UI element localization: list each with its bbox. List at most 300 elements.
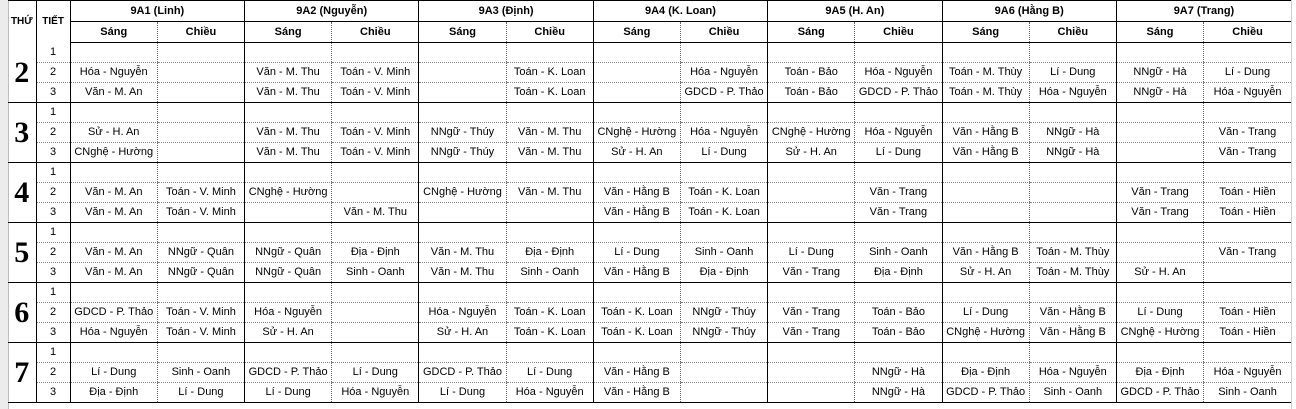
timetable-cell[interactable]: Địa - Định <box>855 263 942 283</box>
timetable-cell[interactable] <box>1029 163 1116 183</box>
timetable-cell[interactable]: Văn - M. An <box>70 243 157 263</box>
timetable-cell[interactable] <box>157 43 244 63</box>
timetable-cell[interactable] <box>1116 343 1203 363</box>
timetable-cell[interactable]: Hóa - Nguyễn <box>1204 363 1291 383</box>
timetable-cell[interactable]: CNghệ - Hường <box>593 123 680 143</box>
timetable-cell[interactable] <box>332 303 419 323</box>
timetable-cell[interactable]: Văn - M. Thu <box>245 123 332 143</box>
period-number[interactable]: 2 <box>36 303 70 323</box>
timetable-cell[interactable] <box>245 203 332 223</box>
timetable-cell[interactable]: Sử - H. An <box>419 323 506 343</box>
session-header-chieu[interactable]: Chiều <box>1029 22 1116 43</box>
period-number[interactable]: 3 <box>36 143 70 163</box>
timetable-cell[interactable]: Lí - Dung <box>1029 63 1116 83</box>
timetable-cell[interactable]: CNghệ - Hường <box>245 183 332 203</box>
timetable-cell[interactable] <box>768 283 855 303</box>
timetable-cell[interactable] <box>1116 243 1203 263</box>
day-label[interactable]: 2 <box>8 43 36 103</box>
timetable-cell[interactable]: Toán - Bảo <box>768 83 855 103</box>
period-number[interactable]: 3 <box>36 323 70 343</box>
timetable-cell[interactable]: Hóa - Nguyễn <box>506 383 593 403</box>
timetable-cell[interactable]: Sinh - Oanh <box>157 363 244 383</box>
timetable-cell[interactable]: Lí - Dung <box>593 243 680 263</box>
timetable-cell[interactable] <box>245 43 332 63</box>
timetable-cell[interactable]: Văn - Hằng B <box>593 383 680 403</box>
timetable-cell[interactable] <box>506 103 593 123</box>
timetable-cell[interactable] <box>593 343 680 363</box>
timetable-cell[interactable]: Lí - Dung <box>855 143 942 163</box>
timetable-cell[interactable] <box>506 223 593 243</box>
timetable-cell[interactable]: Văn - M. Thu <box>506 183 593 203</box>
timetable-cell[interactable] <box>419 43 506 63</box>
day-label[interactable]: 7 <box>8 343 36 403</box>
timetable-cell[interactable]: Hóa - Nguyễn <box>855 63 942 83</box>
session-header-sang[interactable]: Sáng <box>1116 22 1203 43</box>
period-number[interactable]: 2 <box>36 243 70 263</box>
header-row-sessions <box>8 22 1291 43</box>
timetable-cell[interactable]: Toán - Hiền <box>1204 303 1291 323</box>
timetable-cell[interactable] <box>768 203 855 223</box>
timetable-cell[interactable] <box>157 343 244 363</box>
timetable-cell[interactable]: Địa - Định <box>680 263 767 283</box>
timetable-cell[interactable] <box>768 163 855 183</box>
day-label[interactable]: 4 <box>8 163 36 223</box>
period-number[interactable]: 3 <box>36 203 70 223</box>
period-number[interactable]: 1 <box>36 343 70 363</box>
session-header-sang[interactable]: Sáng <box>593 22 680 43</box>
timetable-cell[interactable]: NNgữ - Thúy <box>680 303 767 323</box>
timetable-cell[interactable]: Toán - Hiền <box>1204 323 1291 343</box>
timetable-cell[interactable] <box>1116 103 1203 123</box>
timetable-cell[interactable]: Hóa - Nguyễn <box>680 63 767 83</box>
timetable-cell[interactable] <box>855 223 942 243</box>
timetable-cell[interactable] <box>942 203 1029 223</box>
timetable-cell[interactable] <box>593 63 680 83</box>
period-number[interactable]: 3 <box>36 83 70 103</box>
timetable-cell[interactable]: Lí - Dung <box>768 243 855 263</box>
timetable-cell[interactable] <box>332 343 419 363</box>
timetable-cell[interactable] <box>768 183 855 203</box>
timetable-cell[interactable] <box>680 43 767 63</box>
timetable-cell[interactable] <box>506 283 593 303</box>
timetable-cell[interactable]: Lí - Dung <box>942 303 1029 323</box>
timetable-cell[interactable] <box>855 103 942 123</box>
timetable-cell[interactable]: Toán - K. Loan <box>506 63 593 83</box>
timetable-cell[interactable]: Văn - M. An <box>70 203 157 223</box>
timetable-cell[interactable] <box>157 223 244 243</box>
timetable-cell[interactable]: NNgữ - Quân <box>245 243 332 263</box>
timetable-cell[interactable] <box>593 103 680 123</box>
timetable-cell[interactable]: Toán - Bảo <box>855 323 942 343</box>
timetable-cell[interactable] <box>332 183 419 203</box>
timetable-cell[interactable]: Văn - M. An <box>70 263 157 283</box>
timetable-cell[interactable]: CNghệ - Hường <box>419 183 506 203</box>
timetable-cell[interactable]: Văn - Hằng B <box>593 363 680 383</box>
timetable-cell[interactable]: NNgữ - Hà <box>855 363 942 383</box>
timetable-cell[interactable]: Sử - H. An <box>245 323 332 343</box>
timetable-cell[interactable]: Sinh - Oanh <box>1029 383 1116 403</box>
timetable-cell[interactable] <box>680 163 767 183</box>
timetable-cell[interactable] <box>1029 223 1116 243</box>
timetable-cell[interactable] <box>1029 343 1116 363</box>
timetable-cell[interactable] <box>942 223 1029 243</box>
timetable-cell[interactable]: Văn - M. An <box>70 83 157 103</box>
timetable-cell[interactable]: Sinh - Oanh <box>1204 383 1291 403</box>
timetable-cell[interactable] <box>419 63 506 83</box>
timetable-cell[interactable]: Sinh - Oanh <box>680 243 767 263</box>
timetable-cell[interactable] <box>70 103 157 123</box>
timetable-cell[interactable] <box>855 43 942 63</box>
timetable-cell[interactable]: Toán - V. Minh <box>157 183 244 203</box>
timetable-cell[interactable] <box>332 283 419 303</box>
timetable-cell[interactable] <box>680 103 767 123</box>
period-number[interactable]: 1 <box>36 283 70 303</box>
timetable-cell[interactable] <box>332 103 419 123</box>
timetable-cell[interactable]: Văn - M. Thu <box>245 83 332 103</box>
timetable-cell[interactable]: Toán - V. Minh <box>332 143 419 163</box>
timetable-cell[interactable]: Văn - Trang <box>1204 143 1291 163</box>
timetable-cell[interactable] <box>245 103 332 123</box>
timetable-cell[interactable]: NNgữ - Thúy <box>419 123 506 143</box>
timetable-cell[interactable]: Toán - V. Minh <box>157 203 244 223</box>
period-number[interactable]: 2 <box>36 123 70 143</box>
timetable-cell[interactable]: Văn - Trang <box>855 183 942 203</box>
timetable-cell[interactable] <box>855 163 942 183</box>
timetable-cell[interactable]: Văn - Hằng B <box>593 263 680 283</box>
timetable-cell[interactable] <box>157 83 244 103</box>
timetable-cell[interactable]: NNgữ - Hà <box>1029 143 1116 163</box>
timetable-cell[interactable]: GDCD - P. Thảo <box>942 383 1029 403</box>
period-number[interactable]: 1 <box>36 103 70 123</box>
timetable-cell[interactable] <box>70 343 157 363</box>
timetable-cell[interactable]: Sử - H. An <box>768 143 855 163</box>
timetable-cell[interactable] <box>1204 43 1291 63</box>
class-header-9a5[interactable]: 9A5 (H. An) <box>768 1 942 22</box>
timetable-cell[interactable]: Địa - Định <box>942 363 1029 383</box>
timetable-cell[interactable]: NNgữ - Quân <box>157 243 244 263</box>
timetable-cell[interactable]: Toán - V. Minh <box>157 303 244 323</box>
timetable-cell[interactable]: Văn - M. Thu <box>245 63 332 83</box>
timetable-cell[interactable] <box>768 103 855 123</box>
timetable-cell[interactable]: NNgữ - Quân <box>157 263 244 283</box>
timetable-cell[interactable]: Toán - K. Loan <box>506 323 593 343</box>
timetable-cell[interactable] <box>593 43 680 63</box>
timetable-cell[interactable] <box>1116 283 1203 303</box>
timetable-cell[interactable]: Văn - M. Thu <box>506 143 593 163</box>
timetable-cell[interactable]: NNgữ - Hà <box>1116 63 1203 83</box>
timetable-cell[interactable]: Toán - K. Loan <box>593 323 680 343</box>
timetable-cell[interactable]: Hóa - Nguyễn <box>245 303 332 323</box>
timetable-cell[interactable]: GDCD - P. Thảo <box>855 83 942 103</box>
timetable-cell[interactable]: Văn - Hằng B <box>1029 303 1116 323</box>
timetable-cell[interactable]: Toán - K. Loan <box>593 303 680 323</box>
timetable-cell[interactable]: Văn - M. Thu <box>245 143 332 163</box>
timetable-cell[interactable]: Sinh - Oanh <box>855 243 942 263</box>
day-label[interactable]: 6 <box>8 283 36 343</box>
timetable-cell[interactable]: Hóa - Nguyễn <box>332 383 419 403</box>
timetable-cell[interactable]: Toán - V. Minh <box>332 123 419 143</box>
timetable-cell[interactable]: GDCD - P. Thảo <box>245 363 332 383</box>
timetable-cell[interactable]: Văn - Trang <box>1204 243 1291 263</box>
class-header-9a2[interactable]: 9A2 (Nguyễn) <box>245 1 419 22</box>
timetable-cell[interactable] <box>1029 103 1116 123</box>
timetable-cell[interactable] <box>245 343 332 363</box>
timetable-cell[interactable]: Văn - Trang <box>768 323 855 343</box>
timetable-cell[interactable] <box>768 363 855 383</box>
timetable-cell[interactable] <box>768 343 855 363</box>
timetable-cell[interactable]: Toán - Hiền <box>1204 183 1291 203</box>
timetable-cell[interactable]: CNghệ - Hường <box>942 323 1029 343</box>
timetable-cell[interactable]: Lí - Dung <box>680 143 767 163</box>
session-header-chieu[interactable]: Chiều <box>506 22 593 43</box>
timetable-cell[interactable] <box>1204 223 1291 243</box>
timetable-cell[interactable]: Toán - Bảo <box>768 63 855 83</box>
timetable-cell[interactable]: Lí - Dung <box>157 383 244 403</box>
timetable-cell[interactable]: Văn - Hằng B <box>942 243 1029 263</box>
timetable-cell[interactable] <box>1204 103 1291 123</box>
timetable-cell[interactable]: Địa - Định <box>506 243 593 263</box>
timetable-cell[interactable]: Địa - Định <box>1116 363 1203 383</box>
timetable-cell[interactable]: Hóa - Nguyễn <box>1204 83 1291 103</box>
timetable-cell[interactable]: Toán - M. Thùy <box>1029 263 1116 283</box>
timetable-cell[interactable]: GDCD - P. Thảo <box>419 363 506 383</box>
timetable-cell[interactable] <box>680 343 767 363</box>
timetable-cell[interactable]: Lí - Dung <box>1116 303 1203 323</box>
timetable-cell[interactable]: Văn - M. An <box>70 183 157 203</box>
timetable-cell[interactable] <box>1116 223 1203 243</box>
timetable-cell[interactable] <box>419 163 506 183</box>
timetable-cell[interactable]: GDCD - P. Thảo <box>70 303 157 323</box>
timetable-cell[interactable] <box>680 383 767 403</box>
timetable-cell[interactable]: NNgữ - Thúy <box>680 323 767 343</box>
timetable-cell[interactable]: GDCD - P. Thảo <box>1116 383 1203 403</box>
timetable-cell[interactable]: CNghệ - Hường <box>1116 323 1203 343</box>
timetable-cell[interactable] <box>1116 163 1203 183</box>
timetable-cell[interactable] <box>419 203 506 223</box>
timetable-cell[interactable]: Văn - Hằng B <box>942 143 1029 163</box>
timetable-cell[interactable]: Sinh - Oanh <box>332 263 419 283</box>
timetable-cell[interactable]: Toán - M. Thùy <box>942 63 1029 83</box>
timetable-cell[interactable] <box>506 43 593 63</box>
timetable-cell[interactable] <box>419 103 506 123</box>
timetable-cell[interactable]: Địa - Định <box>70 383 157 403</box>
timetable-cell[interactable]: Sinh - Oanh <box>506 263 593 283</box>
timetable-cell[interactable] <box>1029 43 1116 63</box>
header-tiet[interactable]: TIẾT <box>36 1 70 43</box>
timetable-cell[interactable] <box>680 363 767 383</box>
timetable-cell[interactable] <box>942 43 1029 63</box>
timetable-cell[interactable] <box>157 143 244 163</box>
timetable-cell[interactable] <box>70 283 157 303</box>
timetable-cell[interactable]: Sử - H. An <box>593 143 680 163</box>
timetable-cell[interactable]: Hóa - Nguyễn <box>680 123 767 143</box>
timetable-cell[interactable]: Toán - M. Thùy <box>942 83 1029 103</box>
timetable-cell[interactable]: Toán - K. Loan <box>680 183 767 203</box>
timetable-cell[interactable] <box>593 83 680 103</box>
session-header-sang[interactable]: Sáng <box>245 22 332 43</box>
timetable-cell[interactable]: Văn - M. Thu <box>332 203 419 223</box>
timetable-cell[interactable] <box>157 283 244 303</box>
timetable-cell[interactable]: Văn - Trang <box>768 263 855 283</box>
timetable-cell[interactable] <box>245 283 332 303</box>
timetable-cell[interactable]: Sử - H. An <box>70 123 157 143</box>
timetable-cell[interactable]: Văn - Hằng B <box>942 123 1029 143</box>
timetable-cell[interactable]: Hóa - Nguyễn <box>855 123 942 143</box>
timetable-cell[interactable]: Toán - Bảo <box>855 303 942 323</box>
timetable-cell[interactable]: Toán - Hiền <box>1204 203 1291 223</box>
timetable-cell[interactable]: Sử - H. An <box>942 263 1029 283</box>
timetable-cell[interactable] <box>157 123 244 143</box>
timetable-cell[interactable]: Văn - M. Thu <box>419 243 506 263</box>
period-number[interactable]: 2 <box>36 63 70 83</box>
timetable-cell[interactable]: NNgữ - Hà <box>855 383 942 403</box>
session-header-chieu[interactable]: Chiều <box>855 22 942 43</box>
timetable-cell[interactable]: Lí - Dung <box>70 363 157 383</box>
timetable-cell[interactable] <box>506 343 593 363</box>
timetable-cell[interactable]: Lí - Dung <box>245 383 332 403</box>
timetable-cell[interactable]: Lí - Dung <box>419 383 506 403</box>
timetable-cell[interactable]: Toán - K. Loan <box>506 303 593 323</box>
timetable-cell[interactable]: Toán - V. Minh <box>157 323 244 343</box>
period-number[interactable]: 1 <box>36 163 70 183</box>
period-number[interactable]: 1 <box>36 43 70 63</box>
timetable-cell[interactable] <box>1116 43 1203 63</box>
class-header-9a7[interactable]: 9A7 (Trang) <box>1116 1 1291 22</box>
timetable-cell[interactable]: Toán - K. Loan <box>680 203 767 223</box>
timetable-cell[interactable] <box>768 43 855 63</box>
timetable-cell[interactable] <box>332 223 419 243</box>
timetable-cell[interactable]: Địa - Định <box>332 243 419 263</box>
timetable-cell[interactable]: CNghệ - Hường <box>768 123 855 143</box>
session-header-sang[interactable]: Sáng <box>768 22 855 43</box>
timetable-cell[interactable] <box>70 223 157 243</box>
timetable-cell[interactable]: Văn - Trang <box>768 303 855 323</box>
timetable-cell[interactable] <box>245 163 332 183</box>
timetable-cell[interactable]: Văn - M. Thu <box>506 123 593 143</box>
timetable-cell[interactable]: Toán - K. Loan <box>506 83 593 103</box>
timetable-cell[interactable] <box>593 283 680 303</box>
timetable-cell[interactable] <box>768 223 855 243</box>
timetable-cell[interactable] <box>680 223 767 243</box>
timetable-cell[interactable] <box>942 183 1029 203</box>
timetable-cell[interactable] <box>1204 163 1291 183</box>
timetable-cell[interactable] <box>1029 183 1116 203</box>
timetable-cell[interactable] <box>419 83 506 103</box>
timetable-cell[interactable] <box>419 283 506 303</box>
timetable-cell[interactable]: Hóa - Nguyễn <box>70 323 157 343</box>
class-header-9a1[interactable]: 9A1 (Linh) <box>70 1 244 22</box>
timetable-cell[interactable] <box>1204 343 1291 363</box>
timetable-cell[interactable]: Văn - Trang <box>1204 123 1291 143</box>
period-number[interactable]: 2 <box>36 363 70 383</box>
timetable-cell[interactable]: Hóa - Nguyễn <box>1029 363 1116 383</box>
session-header-chieu[interactable]: Chiều <box>680 22 767 43</box>
timetable-cell[interactable] <box>332 43 419 63</box>
timetable-cell[interactable]: Toán - M. Thùy <box>1029 243 1116 263</box>
timetable-cell[interactable]: Hóa - Nguyễn <box>419 303 506 323</box>
timetable-cell[interactable] <box>593 163 680 183</box>
timetable-cell[interactable]: Lí - Dung <box>1204 63 1291 83</box>
timetable-cell[interactable]: NNgữ - Thúy <box>419 143 506 163</box>
timetable-cell[interactable] <box>680 283 767 303</box>
timetable-cell[interactable] <box>855 283 942 303</box>
session-header-chieu[interactable]: Chiều <box>1204 22 1291 43</box>
timetable-cell[interactable] <box>768 383 855 403</box>
timetable-cell[interactable] <box>157 163 244 183</box>
timetable-cell[interactable] <box>70 163 157 183</box>
timetable-cell[interactable] <box>1029 203 1116 223</box>
timetable-cell[interactable] <box>506 203 593 223</box>
timetable-cell[interactable] <box>593 223 680 243</box>
timetable-cell[interactable]: Sử - H. An <box>1116 263 1203 283</box>
timetable-cell[interactable]: Văn - Hằng B <box>1029 323 1116 343</box>
timetable-cell[interactable] <box>855 343 942 363</box>
session-header-sang[interactable]: Sáng <box>942 22 1029 43</box>
period-number[interactable]: 3 <box>36 263 70 283</box>
timetable-cell[interactable] <box>1204 283 1291 303</box>
timetable-cell[interactable]: Lí - Dung <box>506 363 593 383</box>
timetable-cell[interactable]: Văn - Hằng B <box>593 183 680 203</box>
timetable-cell[interactable] <box>245 223 332 243</box>
session-header-chieu[interactable]: Chiều <box>332 22 419 43</box>
timetable-cell[interactable] <box>332 163 419 183</box>
timetable-cell[interactable]: Lí - Dung <box>332 363 419 383</box>
timetable-cell[interactable]: Toán - V. Minh <box>332 63 419 83</box>
timetable-cell[interactable]: NNgữ - Quân <box>245 263 332 283</box>
timetable-cell[interactable] <box>506 163 593 183</box>
timetable-cell[interactable]: Văn - Trang <box>1116 183 1203 203</box>
timetable-cell[interactable] <box>942 163 1029 183</box>
session-header-sang[interactable]: Sáng <box>419 22 506 43</box>
timetable-cell[interactable] <box>332 323 419 343</box>
day-label[interactable]: 5 <box>8 223 36 283</box>
timetable-cell[interactable] <box>942 343 1029 363</box>
session-header-sang[interactable]: Sáng <box>70 22 157 43</box>
timetable-cell[interactable]: NNgữ - Hà <box>1029 123 1116 143</box>
timetable-cell[interactable] <box>1116 123 1203 143</box>
timetable-cell[interactable]: Văn - Hằng B <box>593 203 680 223</box>
timetable-cell[interactable] <box>942 283 1029 303</box>
timetable-cell[interactable]: Hóa - Nguyễn <box>1029 83 1116 103</box>
header-thu[interactable]: THỨ <box>8 1 36 43</box>
timetable-cell[interactable]: CNghệ - Hường <box>70 143 157 163</box>
class-header-9a4[interactable]: 9A4 (K. Loan) <box>593 1 767 22</box>
period-number[interactable]: 2 <box>36 183 70 203</box>
session-header-chieu[interactable]: Chiều <box>157 22 244 43</box>
timetable-cell[interactable] <box>157 103 244 123</box>
timetable-cell[interactable]: GDCD - P. Thảo <box>680 83 767 103</box>
timetable-cell[interactable]: Văn - M. Thu <box>419 263 506 283</box>
timetable-cell[interactable] <box>419 343 506 363</box>
timetable-cell[interactable]: Toán - V. Minh <box>332 83 419 103</box>
timetable-cell[interactable]: Văn - Trang <box>1116 203 1203 223</box>
class-header-9a3[interactable]: 9A3 (Định) <box>419 1 593 22</box>
period-number[interactable]: 1 <box>36 223 70 243</box>
timetable-cell[interactable] <box>1116 143 1203 163</box>
timetable-cell[interactable] <box>1029 283 1116 303</box>
class-header-9a6[interactable]: 9A6 (Hằng B) <box>942 1 1116 22</box>
day-label[interactable]: 3 <box>8 103 36 163</box>
timetable-cell[interactable]: NNgữ - Hà <box>1116 83 1203 103</box>
timetable-cell[interactable] <box>419 223 506 243</box>
timetable-cell[interactable]: Văn - Trang <box>855 203 942 223</box>
timetable-cell[interactable] <box>942 103 1029 123</box>
timetable-cell[interactable] <box>70 43 157 63</box>
timetable-cell[interactable]: Hóa - Nguyễn <box>70 63 157 83</box>
timetable-cell[interactable] <box>157 63 244 83</box>
period-number[interactable]: 3 <box>36 383 70 403</box>
timetable-cell[interactable] <box>1204 263 1291 283</box>
